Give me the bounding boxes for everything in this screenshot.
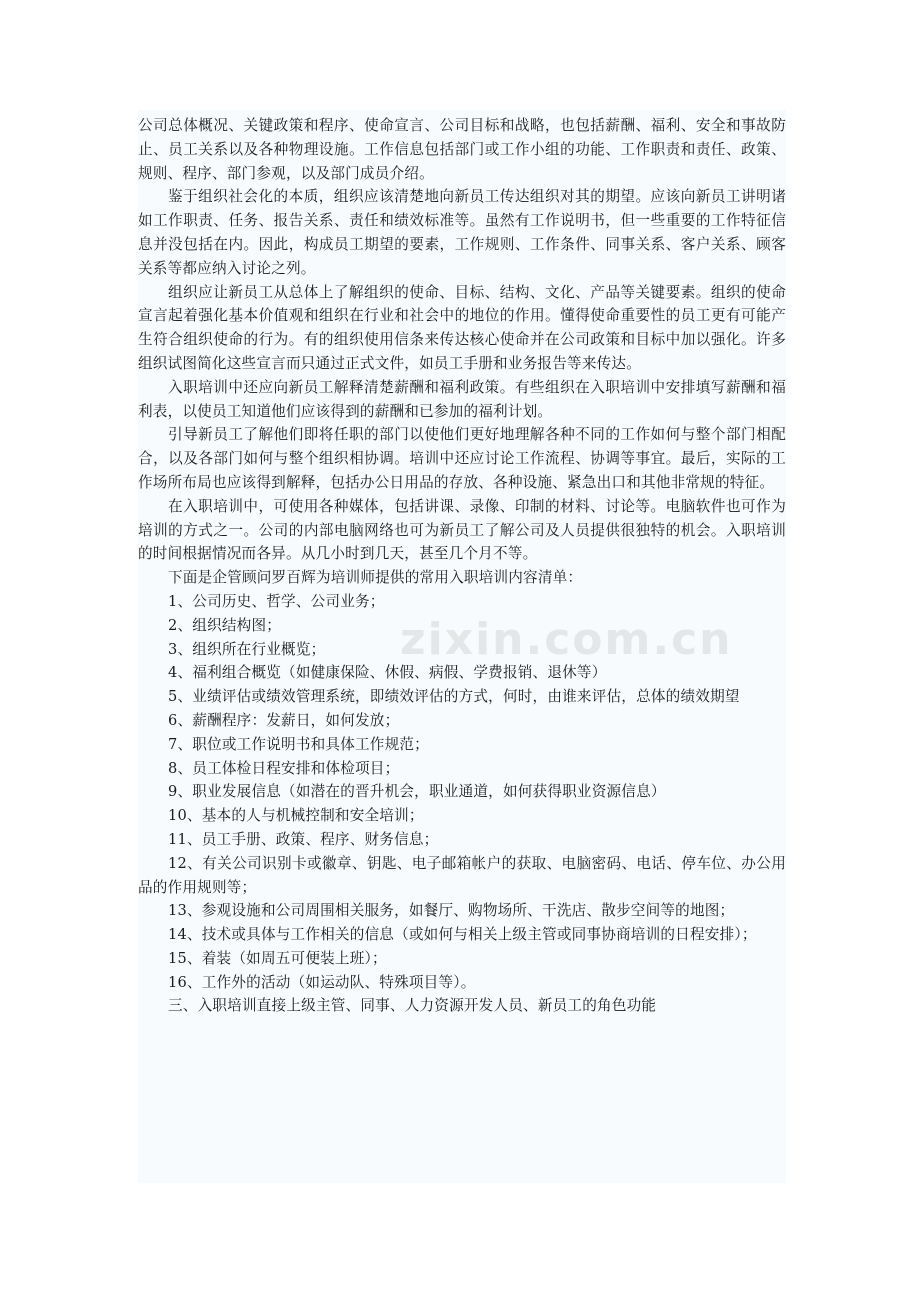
list-item: 8、员工体检日程安排和体检项目； bbox=[168, 759, 400, 777]
list-item: 1、公司历史、哲学、公司业务； bbox=[168, 592, 385, 610]
paragraph-expectations: 鉴于组织社会化的本质，组织应该清楚地向新员工传达组织对其的期望。应该向新员工讲明诸如工作职责、任务、报告关系、责任和绩效标准等。虽然有工作说明书，但一些重要的工作特征信息并没包括在内。因此，构成员工期望的要素，工作规则、工作条件、同事关系、客户关系、顾客关系等都应纳入讨论之列。 bbox=[138, 188, 786, 277]
list-item: 16、工作外的活动（如运动队、特殊项目等）。 bbox=[168, 973, 476, 991]
list-item: 9、职业发展信息（如潜在的晋升机会，职业通道，如何获得职业资源信息） bbox=[168, 783, 666, 801]
list-item: 11、员工手册、政策、程序、财务信息； bbox=[168, 830, 439, 848]
section-heading: 三、入职培训直接上级主管、同事、人力资源开发人员、新员工的角色功能 bbox=[168, 997, 657, 1015]
paragraph-mission: 组织应让新员工从总体上了解组织的使命、目标、结构、文化、产品等关键要素。组织的使命宣言起着强化基本价值观和组织在行业和社会中的地位的作用。懂得使命重要性的员工更有可能产生符合组织使命的行为。有的组织使用信条来传达核心使命并在公司政策和目标中加以强化。许多组织试图简化这些宣言而只通过正式文件，如员工手册和业务报告等来传达。 bbox=[138, 283, 786, 372]
list-item: 13、参观设施和公司周围相关服务，如餐厅、购物场所、干洗店、散步空间等的地图； bbox=[168, 902, 735, 920]
list-item: 14、技术或具体与工作相关的信息（或如何与相关上级主管或同事协商培训的日程安排）； bbox=[168, 926, 757, 944]
watermark-logo: zixin.com.cn bbox=[400, 614, 733, 665]
list-item: 15、着装（如周五可便装上班）； bbox=[168, 949, 387, 967]
paragraph-department: 引导新员工了解他们即将任职的部门以使他们更好地理解各种不同的工作如何与整个部门相配合，以及各部门如何与整个组织相协调。培训中还应讨论工作流程、协调等事宜。最后，实际的工作场所布局也应该得到解释，包括办公日用品的存放、各种设施、紧急出口和其他非常规的特征。 bbox=[138, 426, 786, 491]
list-item: 6、薪酬程序：发薪日，如何发放； bbox=[168, 711, 400, 729]
article-body bbox=[138, 110, 786, 1183]
paragraph-media: 在入职培训中，可使用各种媒体，包括讲课、录像、印制的材料、讨论等。电脑软件也可作为培训的方式之一。公司的内部电脑网络也可为新员工了解公司及人员提供很独特的机会。入职培训的时间根据情况而各异。从几小时到几天，甚至几个月不等。 bbox=[138, 497, 786, 563]
list-item: 5、业绩评估或绩效管理系统，即绩效评估的方式，何时，由谁来评估，总体的绩效期望 bbox=[168, 688, 740, 706]
paragraph-compensation: 入职培训中还应向新员工解释清楚薪酬和福利政策。有些组织在入职培训中安排填写薪酬和福利表，以使员工知道他们应该得到的薪酬和已参加的福利计划。 bbox=[138, 378, 786, 420]
list-item: 7、职位或工作说明书和具体工作规范； bbox=[168, 735, 429, 753]
paragraph-list-intro: 下面是企管顾问罗百辉为培训师提供的常用入职培训内容清单： bbox=[168, 569, 583, 587]
paragraph-intro: 公司总体概况、关键政策和程序、使命宣言、公司目标和战略，也包括薪酬、福利、安全和事故防止、员工关系以及各种物理设施。工作信息包括部门或工作小组的功能、工作职责和责任、政策、规则、程序、部门参观，以及部门成员介绍。 bbox=[138, 117, 786, 182]
list-item: 3、组织所在行业概览； bbox=[168, 640, 326, 658]
list-item: 4、福利组合概览（如健康保险、休假、病假、学费报销、退休等） bbox=[168, 664, 607, 682]
list-item: 2、组织结构图； bbox=[168, 616, 282, 634]
list-item: 10、基本的人与机械控制和安全培训； bbox=[168, 807, 424, 825]
list-item: 12、有关公司识别卡或徽章、钥匙、电子邮箱帐户的获取、电脑密码、电话、停车位、办公用品的作用规则等； bbox=[138, 854, 786, 896]
